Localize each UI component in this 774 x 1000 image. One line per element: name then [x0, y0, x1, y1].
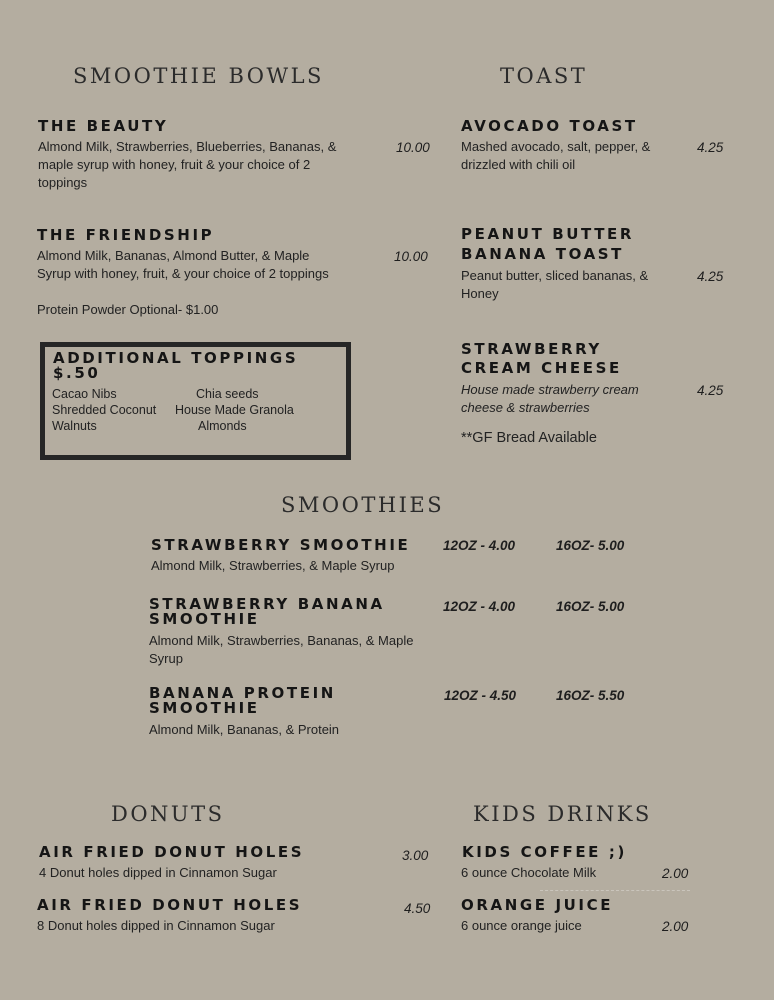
item-name: ORANGE JUICE: [461, 896, 614, 914]
topping-item: Walnuts: [52, 419, 97, 433]
item-description: 6 ounce orange juice: [461, 918, 582, 933]
item-name: KIDS COFFEE ;): [462, 843, 627, 861]
item-name-line2: SMOOTHIE: [149, 699, 260, 717]
item-note: Protein Powder Optional- $1.00: [37, 302, 219, 317]
item-name-line1: BANANA PROTEIN: [149, 684, 336, 702]
toppings-price: $.50: [53, 364, 101, 382]
price-12oz: 12OZ - 4.00: [443, 538, 516, 553]
watermark: [540, 890, 690, 941]
item-price: 10.00: [394, 249, 428, 264]
price-16oz: 16OZ- 5.00: [556, 599, 625, 614]
item-description: Almond Milk, Strawberries, & Maple Syrup: [151, 558, 395, 573]
item-name: THE FRIENDSHIP: [37, 226, 215, 244]
item-description: 4 Donut holes dipped in Cinnamon Sugar: [39, 865, 277, 880]
item-name-line1: STRAWBERRY BANANA: [149, 595, 385, 613]
item-name: THE BEAUTY: [38, 117, 169, 135]
price-12oz: 12OZ - 4.50: [444, 688, 517, 703]
item-price: 10.00: [396, 140, 430, 155]
section-title-smoothie-bowls: SMOOTHIE BOWLS: [73, 64, 324, 88]
item-price: 2.00: [662, 919, 689, 934]
item-price: 2.00: [662, 866, 689, 881]
topping-item: Almonds: [198, 419, 247, 433]
gf-bread-note: **GF Bread Available: [461, 430, 597, 446]
section-title-kids-drinks: KIDS DRINKS: [473, 802, 652, 826]
item-name-line2: SMOOTHIE: [149, 610, 260, 628]
price-12oz: 12OZ - 4.00: [443, 599, 516, 614]
topping-item: House Made Granola: [175, 403, 294, 417]
topping-item: Cacao Nibs: [52, 387, 117, 401]
item-name-line1: PEANUT BUTTER: [461, 225, 635, 243]
item-description: 6 ounce Chocolate Milk: [461, 865, 597, 880]
item-description: Almond Milk, Strawberries, Bananas, & Maple Syrup: [149, 633, 414, 666]
item-description: House made strawberry cream cheese & strawberries: [461, 382, 639, 415]
section-title-toast: TOAST: [500, 64, 588, 88]
item-price: 4.25: [697, 383, 724, 398]
item-name: STRAWBERRY SMOOTHIE: [151, 536, 411, 554]
item-name-line2: CREAM CHEESE: [461, 359, 622, 377]
section-title-donuts: DONUTS: [111, 802, 225, 826]
item-description: Peanut butter, sliced bananas, & Honey: [461, 268, 649, 301]
item-name: AIR FRIED DONUT HOLES: [39, 843, 305, 861]
item-name: AIR FRIED DONUT HOLES: [37, 896, 303, 914]
item-price: 3.00: [402, 848, 429, 863]
price-16oz: 16OZ- 5.00: [556, 538, 625, 553]
item-price: 4.50: [404, 901, 431, 916]
item-description: Mashed avocado, salt, pepper, & drizzled with chili oil: [461, 139, 651, 172]
topping-item: Chia seeds: [196, 387, 259, 401]
price-16oz: 16OZ- 5.50: [556, 688, 625, 703]
item-name-line1: STRAWBERRY: [461, 340, 602, 358]
topping-item: Shredded Coconut: [52, 403, 157, 417]
item-description: 8 Donut holes dipped in Cinnamon Sugar: [37, 918, 275, 933]
item-description: Almond Milk, Bananas, Almond Butter, & Maple Syrup with honey, fruit, & your choice of 2 toppings: [37, 248, 329, 281]
item-price: 4.25: [697, 140, 724, 155]
item-description: Almond Milk, Strawberries, Blueberries, Bananas, & maple syrup with honey, fruit & your choice of 2 toppings: [38, 139, 337, 190]
item-name-line2: BANANA TOAST: [461, 245, 625, 263]
item-price: 4.25: [697, 269, 724, 284]
item-name: AVOCADO TOAST: [461, 117, 638, 135]
item-description: Almond Milk, Bananas, & Protein: [149, 722, 340, 737]
section-title-smoothies: SMOOTHIES: [281, 493, 445, 517]
toppings-title: ADDITIONAL TOPPINGS: [53, 349, 299, 367]
